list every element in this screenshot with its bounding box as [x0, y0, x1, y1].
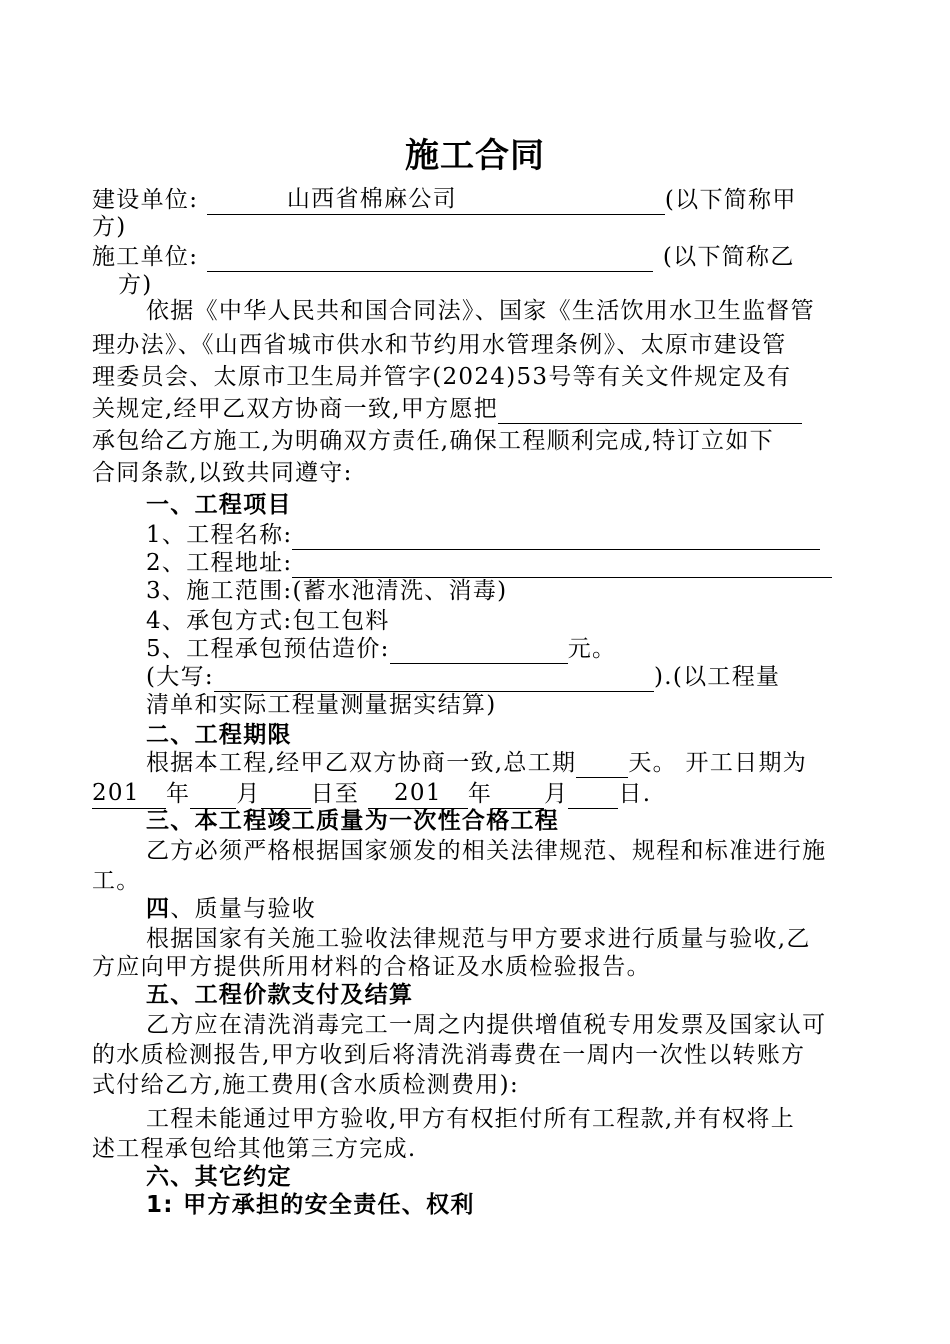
- duration-text-a: 根据本工程,经甲乙双方协商一致,总工期: [146, 750, 577, 776]
- preamble-line-4: [92, 394, 802, 424]
- party-b-label: 施工单位:: [92, 244, 199, 270]
- price-caps-open: (大写:: [146, 664, 214, 690]
- duration-text-b: 天。 开工日期为: [628, 750, 808, 776]
- start-month-label: 月: [236, 781, 261, 807]
- end-year-prefix: 201: [393, 780, 442, 806]
- section-6-sub-1: 1: 甲方承担的安全责任、权利: [146, 1192, 475, 1218]
- duration-days-field[interactable]: [576, 751, 628, 778]
- project-price-label: 5、工程承包预估造价:: [146, 636, 390, 662]
- party-a-suffix-cont: 方): [92, 214, 127, 240]
- section-5-p1-line-2: 的水质检测报告,甲方收到后将清洗消毒费在一周内一次性以转账方: [92, 1042, 806, 1068]
- preamble-line-1: 依据《中华人民共和国合同法》、国家《生活饮用水卫生监督管: [146, 298, 815, 324]
- party-a-field[interactable]: [207, 184, 665, 215]
- section-5-p2-line-2: 述工程承包给其他第三方完成.: [92, 1136, 417, 1162]
- preamble-line-6: 合同条款,以致共同遵守:: [92, 460, 353, 486]
- project-scope: 3、施工范围:(蓄水池清洗、消毒): [146, 578, 508, 604]
- section-3-heading: 三、本工程竣工质量为一次性合格工程: [146, 808, 560, 834]
- date-range-line: [92, 778, 651, 809]
- party-b-line: [92, 242, 795, 272]
- section-5-heading: 五、工程价款支付及结算: [146, 982, 414, 1008]
- project-price-field[interactable]: [390, 637, 568, 664]
- project-address-label: 2、工程地址:: [146, 550, 293, 576]
- price-caps-cont: 清单和实际工程量测量据实结算): [146, 692, 497, 718]
- day-to-label: 日至: [310, 781, 360, 807]
- start-day-field[interactable]: [261, 782, 311, 809]
- preamble-line-5: 承包给乙方施工,为明确双方责任,确保工程顺利完成,特订立如下: [92, 428, 774, 454]
- document-title: 施工合同: [405, 136, 545, 176]
- party-b-field[interactable]: [207, 245, 653, 272]
- section-4-heading-num: 四: [146, 896, 171, 922]
- section-4-line-2: 方应向甲方提供所用材料的合格证及水质检验报告。: [92, 954, 651, 980]
- party-b-suffix: (以下简称乙: [662, 244, 795, 270]
- party-a-line: [92, 184, 797, 215]
- project-method: 4、承包方式:包工包料: [146, 608, 390, 634]
- section-1-heading: 一、工程项目: [146, 492, 292, 518]
- section-5-p2-line-1: 工程未能通过甲方验收,甲方有权拒付所有工程款,并有权将上: [146, 1106, 796, 1132]
- start-month-field[interactable]: [190, 782, 236, 809]
- party-a-label: 建设单位:: [92, 187, 199, 213]
- start-year-label: 年: [166, 781, 191, 807]
- duration-line: [146, 748, 807, 778]
- start-year-field[interactable]: [92, 778, 166, 809]
- section-4-heading-text: 、质量与验收: [170, 896, 317, 922]
- project-price-unit: 元。: [567, 636, 617, 662]
- start-year-prefix: 201: [92, 780, 140, 806]
- price-caps-field[interactable]: [214, 665, 654, 692]
- section-4-line-1: 根据国家有关施工验收法律规范与甲方要求进行质量与验收,乙: [146, 926, 811, 952]
- party-a-value: 山西省棉麻公司: [286, 186, 457, 212]
- preamble-line-3: 理委员会、太原市卫生局并管字(2024)53号等有关文件规定及有: [92, 364, 792, 390]
- preamble-line-4-text: 关规定,经甲乙双方协商一致,甲方愿把: [92, 396, 499, 422]
- section-5-p1-line-3: 式付给乙方,施工费用(含水质检测费用):: [92, 1072, 520, 1098]
- project-name-line: [146, 520, 820, 550]
- party-b-suffix-cont: 方): [118, 272, 153, 298]
- section-4-heading: [146, 894, 316, 924]
- end-month-field[interactable]: [492, 782, 544, 809]
- project-price-line: [146, 634, 616, 664]
- end-year-label: 年: [467, 781, 493, 807]
- price-caps-line: [146, 662, 780, 692]
- end-month-label: 月: [544, 781, 569, 807]
- project-transfer-field[interactable]: [498, 397, 802, 424]
- section-3-line-2: 工。: [92, 868, 141, 894]
- section-5-p1-line-1: 乙方应在清洗消毒完工一周之内提供增值税专用发票及国家认可: [146, 1012, 827, 1038]
- end-day-label: 日.: [618, 781, 652, 807]
- section-3-line-1: 乙方必须严格根据国家颁发的相关法律规范、规程和标准进行施: [146, 838, 827, 864]
- project-name-label: 1、工程名称:: [146, 522, 293, 548]
- price-caps-close: ).(以工程量: [653, 664, 781, 690]
- project-address-line: [146, 548, 832, 578]
- project-address-field[interactable]: [292, 551, 832, 578]
- party-a-suffix: (以下简称甲: [664, 187, 797, 213]
- end-year-field[interactable]: [368, 778, 468, 809]
- project-name-field[interactable]: [292, 523, 820, 550]
- section-2-heading: 二、工程期限: [146, 722, 292, 748]
- preamble-line-2: 理办法》、《山西省城市供水和节约用水管理条例》、太原市建设管: [92, 332, 787, 358]
- section-6-heading: 六、其它约定: [146, 1164, 292, 1190]
- end-day-field[interactable]: [568, 782, 618, 809]
